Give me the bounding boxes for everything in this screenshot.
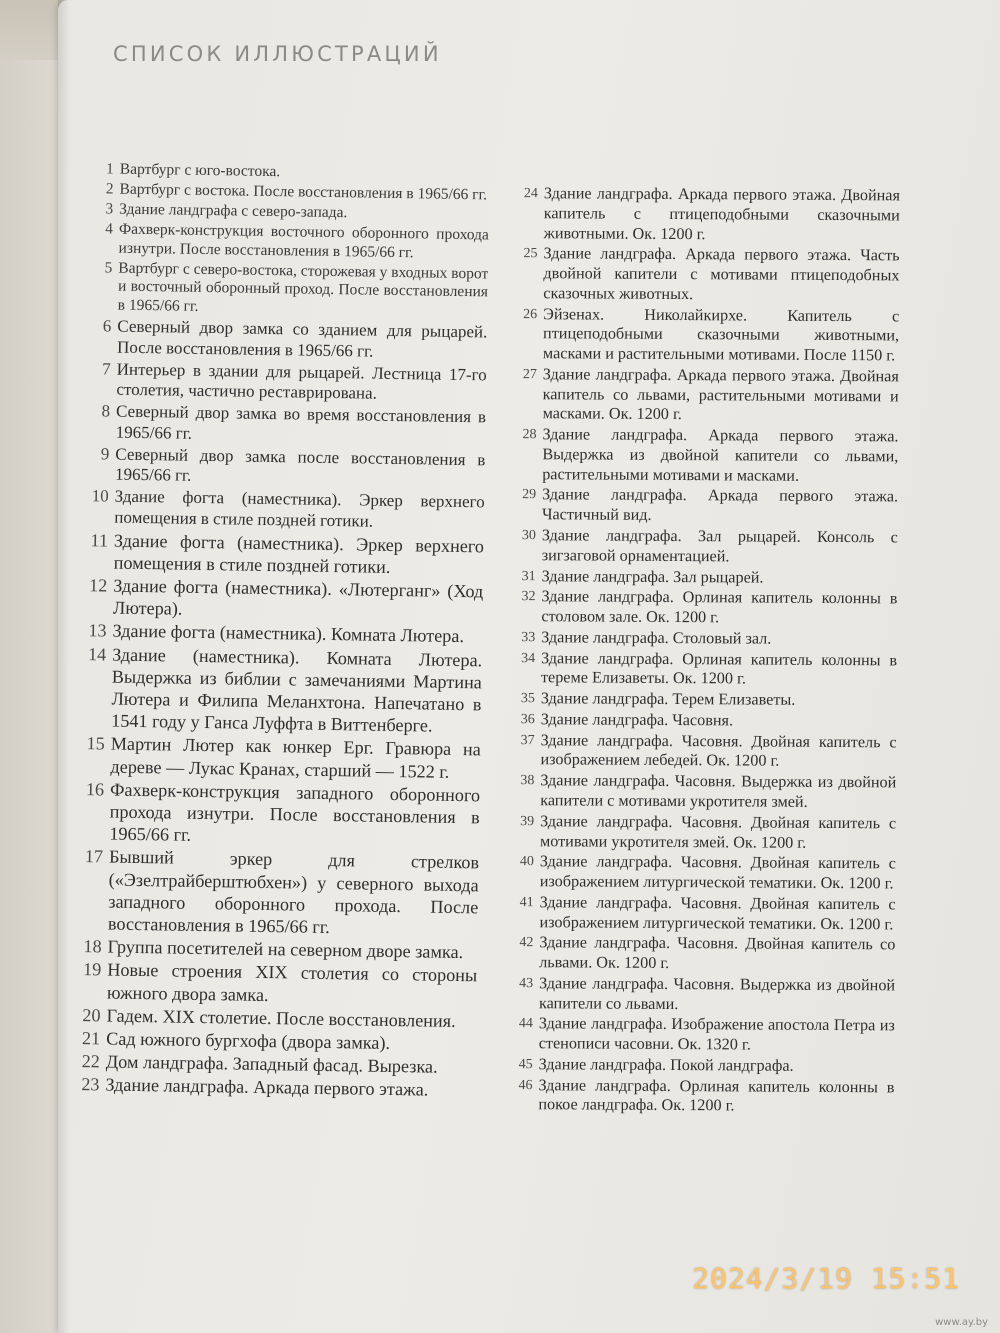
list-item — [68, 845, 479, 940]
list-item — [508, 184, 900, 246]
item-text: Вартбург с северо-востока, сторожевая у входных ворот и восточный оборонный проход. После восстановления в 1965/66 гг. — [117, 259, 489, 316]
item-number: 1 — [105, 160, 114, 178]
list-item — [505, 649, 897, 691]
item-text: Здание ландграфа. Часовня. Выдержка из двойной капители с мотивами укротителя змей. — [540, 771, 897, 811]
list-item — [70, 732, 481, 783]
list-item — [76, 401, 487, 449]
item-number: 21 — [81, 1028, 101, 1049]
item-text: Мартин Лютер как юнкер Ерг. Гравюра на дереве — Лукас Кранах, старший — 1522 г. — [110, 733, 481, 782]
item-number: 31 — [521, 568, 536, 584]
page-title: СПИСОК ИЛЛЮСТРАЦИЙ — [113, 42, 442, 66]
item-number: 10 — [91, 486, 109, 506]
list-item — [67, 958, 478, 1009]
item-number: 46 — [518, 1077, 533, 1093]
item-text: Здание ландграфа. Аркада первого этажа. — [105, 1074, 429, 1101]
item-number: 38 — [520, 773, 535, 789]
left-column-list — [65, 160, 490, 1103]
item-text: Здание ландграфа. Часовня. Двойная капитель с изображением литургической тематики. Ок. 1200 г. — [539, 852, 896, 893]
item-text: Здание фогта (наместника). Комната Лютера. — [112, 620, 465, 647]
list-item — [75, 444, 486, 492]
item-number: 25 — [523, 246, 538, 262]
item-number: 3 — [105, 200, 114, 218]
item-text: Здание фогта (наместника). «Лютерганг» (Ход Лютера). — [112, 575, 484, 619]
item-number: 27 — [522, 366, 537, 383]
item-number: 37 — [520, 732, 535, 748]
item-text: Сад южного бургхофа (двора замка). — [106, 1028, 391, 1054]
item-text: Бывший эркер для стрелков («Эзелтрайберштюбхен») у северного выхода западного оборонного прохода. После восстановления в 1965/66 гг. — [107, 846, 480, 938]
item-text: Гадем. XIX столетие. После восстановления. — [106, 1005, 456, 1031]
list-item — [503, 1014, 895, 1056]
item-number: 9 — [100, 444, 110, 464]
item-text: Здание ландграфа. Изображение апостола Петра из стенописи часовни. Ок. 1320 г. — [538, 1014, 895, 1054]
list-item — [77, 316, 488, 364]
list-item — [71, 643, 482, 738]
item-text: Здание ландграфа. Терем Елизаветы. — [540, 689, 796, 709]
list-item — [78, 259, 489, 322]
item-number: 13 — [88, 620, 107, 641]
list-item — [78, 220, 489, 264]
item-number: 39 — [520, 813, 535, 829]
list-item — [505, 628, 897, 650]
list-item — [505, 587, 897, 629]
item-number: 23 — [81, 1074, 100, 1095]
item-number: 19 — [82, 959, 102, 980]
list-item — [502, 1076, 894, 1118]
list-item — [76, 359, 487, 407]
item-number: 44 — [518, 1016, 533, 1032]
item-text: Здание ландграфа. Часовня. Двойная капитель со львами. Ок. 1200 г. — [539, 933, 896, 973]
item-number: 32 — [521, 589, 536, 605]
item-text: Здание ландграфа. Часовня. — [540, 710, 734, 730]
page-edge — [0, 0, 58, 1333]
item-text: Северный двор замка после восстановления в 1965/66 гг. — [114, 444, 486, 486]
item-text: Здание фогта (наместника). Эркер верхнего помещения в стиле поздней готики. — [114, 486, 485, 531]
item-text: Здание ландграфа. Аркада первого этажа. Частичный вид. — [541, 485, 899, 525]
item-text: Здание ландграфа. Орлиная капитель колонны в столовом зале. Ок. 1200 г. — [541, 587, 898, 627]
item-text: Здание (наместника). Комната Лютера. Выдержка из библии с замечаниями Мартина Лютера и Филипа Меланхтона. Напечатано в 1541 году у Ганса Луффта в Виттенберге. — [111, 644, 483, 736]
item-number: 22 — [81, 1051, 100, 1072]
item-number: 29 — [522, 487, 537, 503]
photo-timestamp: 2024/3/19 15:51 — [692, 1262, 960, 1295]
item-text: Вартбург с юго-востока. — [119, 160, 281, 181]
item-number: 35 — [520, 691, 535, 707]
list-item — [74, 529, 485, 580]
item-text: Северный двор замка со зданием для рыцарей. После восстановления в 1965/66 гг. — [116, 316, 488, 361]
item-number: 26 — [523, 306, 538, 322]
item-text: Здание ландграфа. Орлиная капитель колонны в покое ландграфа. Ок. 1200 г. — [538, 1075, 895, 1115]
item-number: 30 — [521, 528, 536, 544]
item-text: Фахверк-конструкция восточного оборонного прохода изнутри. После восстановления в 1965/66 гг. — [118, 220, 490, 261]
list-item — [505, 710, 897, 732]
item-number: 42 — [519, 935, 534, 951]
item-number: 17 — [84, 846, 104, 867]
item-text: Здание ландграфа. Часовня. Выдержка из двойной капители со львами. — [538, 974, 896, 1013]
item-text: Здание ландграфа. Аркада первого этажа. Двойная капитель со львами, растительными мотивами и масками. Ок. 1200 г. — [542, 365, 899, 424]
list-item — [506, 485, 898, 527]
item-number: 43 — [519, 975, 534, 992]
item-text: Интерьер в здании для рыцарей. Лестница 17-го столетия, частично реставрирована. — [116, 359, 487, 404]
list-item — [505, 689, 897, 711]
item-text: Здание ландграфа. Аркада первого этажа. Выдержка из двойной капители со львами, растительными мотивами и масками. — [542, 425, 899, 485]
item-text: Здание ландграфа. Покой ландграфа. — [538, 1055, 794, 1075]
item-text: Здание ландграфа. Столовый зал. — [541, 628, 772, 648]
item-text: Здание ландграфа. Часовня. Двойная капитель с мотивами укротителя змей. Ок. 1200 г. — [539, 811, 897, 852]
right-column-list — [502, 184, 900, 1119]
item-text: Группа посетителей на северном дворе замка. — [107, 936, 464, 963]
item-text: Здание ландграфа. Аркада первого этажа. Двойная капитель с птицеподобными сказочными животными. Ок. 1200 г. — [543, 184, 900, 243]
list-item — [73, 574, 484, 625]
list-item — [503, 893, 895, 935]
item-number: 5 — [104, 258, 113, 277]
list-item — [69, 778, 480, 851]
item-text: Дом ландграфа. Западный фасад. Вырезка. — [105, 1051, 438, 1077]
item-number: 4 — [105, 220, 114, 238]
item-number: 45 — [518, 1057, 533, 1073]
list-item — [507, 244, 899, 306]
list-item — [506, 526, 898, 568]
item-number: 11 — [90, 529, 109, 551]
list-item — [504, 812, 896, 854]
item-number: 18 — [83, 936, 102, 957]
item-text: Здание ландграфа. Часовня. Двойная капитель с изображением лебедей. Ок. 1200 г. — [540, 730, 897, 771]
item-number: 8 — [101, 401, 111, 421]
list-item — [504, 771, 896, 813]
list-item — [507, 305, 899, 367]
item-text: Здание ландграфа. Орлиная капитель колонны в тереме Елизаветы. Ок. 1200 г. — [540, 648, 898, 688]
item-number: 36 — [520, 711, 535, 728]
item-text: Здание ландграфа с северо-запада. — [119, 200, 348, 222]
list-item — [503, 974, 895, 1016]
item-number: 40 — [519, 854, 534, 870]
list-item — [74, 486, 485, 534]
item-text: Здание ландграфа. Аркада первого этажа. Часть двойной капители с мотивами птицеподобных сказочных животных. — [543, 244, 900, 303]
item-number: 16 — [85, 779, 105, 800]
item-number: 24 — [523, 186, 538, 202]
item-number: 2 — [105, 180, 114, 198]
list-item — [503, 933, 895, 975]
item-number: 28 — [522, 427, 537, 443]
item-text: Фахверк-конструкция западного оборонного прохода изнутри. После восстановления в 1965/66 гг. — [109, 779, 481, 846]
item-number: 7 — [102, 359, 111, 379]
item-text: Здание фогта (наместника). Эркер верхнего помещения в стиле поздней готики. — [113, 530, 485, 577]
item-text: Вартбург с востока. После восстановления в 1965/66 гг. — [119, 180, 488, 204]
list-item — [507, 365, 899, 427]
item-text: Эйзенах. Николайкирхе. Капитель с птицеподобными сказочными животными, масками и растительными мотивами. После 1150 г. — [542, 304, 900, 365]
list-item — [504, 731, 896, 773]
item-number: 34 — [521, 650, 536, 666]
item-text: Здание ландграфа. Часовня. Двойная капитель с изображением литургической тематики. Ок. 1200 г. — [539, 893, 896, 933]
item-text: Северный двор замка во время восстановления в 1965/66 гг. — [115, 401, 487, 443]
watermark: www.ay.by — [935, 1317, 988, 1328]
list-item — [506, 425, 898, 487]
item-number: 20 — [82, 1005, 101, 1026]
list-item — [504, 852, 896, 894]
spine-shadow — [58, 0, 70, 1333]
item-text: Здание ландграфа. Зал рыцарей. — [541, 566, 764, 587]
list-item — [506, 567, 898, 589]
item-number: 12 — [88, 575, 108, 596]
item-text: Новые строения XIX столетия со стороны южного двора замка. — [106, 959, 478, 1005]
list-item — [503, 1055, 895, 1077]
item-number: 41 — [519, 894, 534, 910]
item-number: 6 — [102, 316, 112, 336]
item-number: 33 — [521, 629, 536, 646]
item-text: Здание ландграфа. Зал рыцарей. Консоль с зигзаговой орнаментацией. — [541, 526, 898, 566]
item-number: 14 — [87, 643, 107, 665]
item-number: 15 — [86, 733, 105, 754]
